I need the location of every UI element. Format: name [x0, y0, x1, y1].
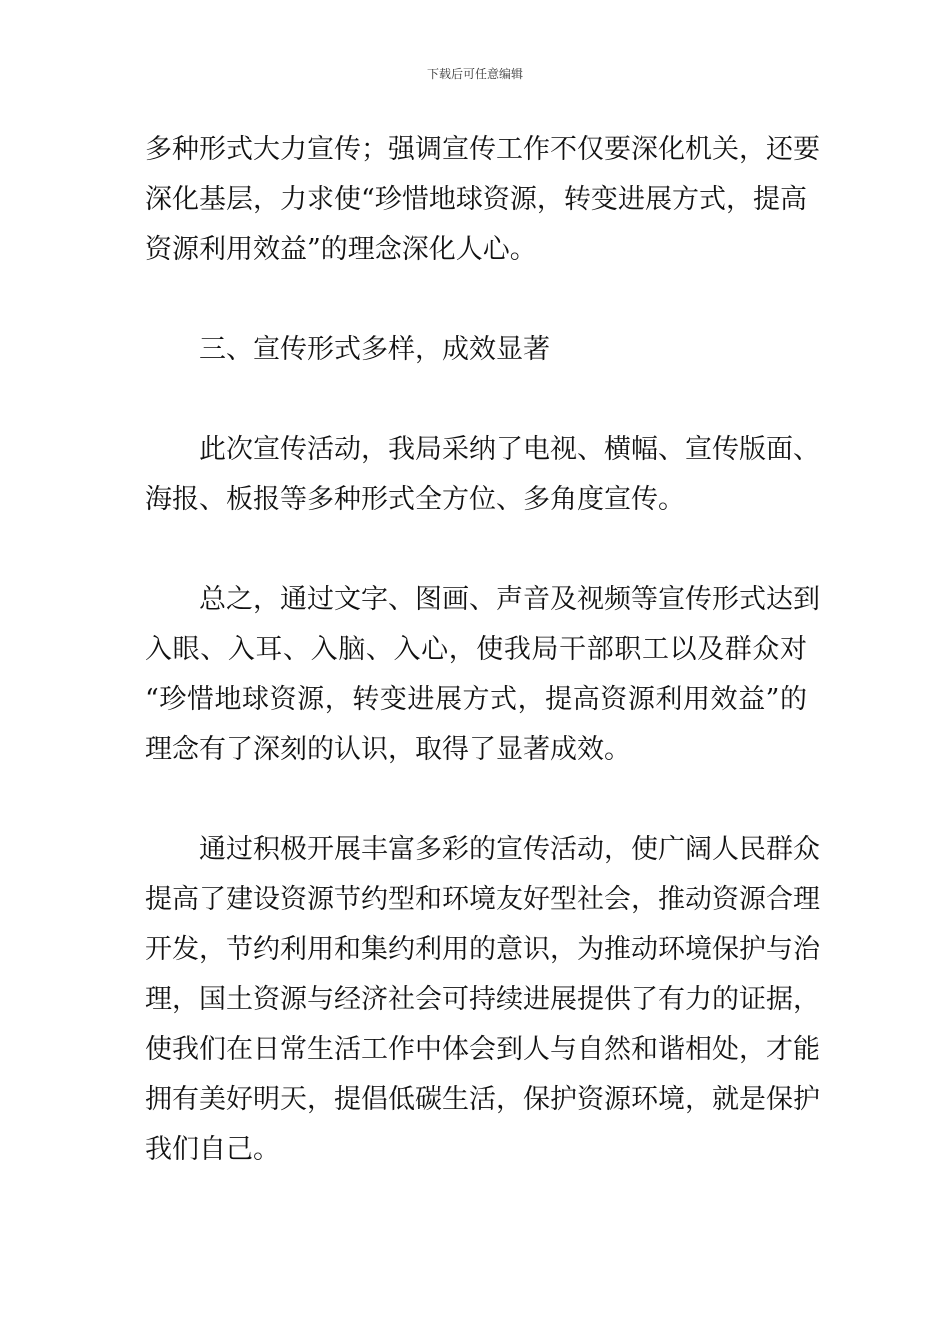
text-line: 通过积极开展丰富多彩的宣传活动，使广阔人民群众: [199, 834, 820, 865]
paragraph-summary: [145, 575, 820, 775]
text-line: 开发，节约利用和集约利用的意识，为推动环境保护与治: [145, 934, 820, 965]
text-line: 使我们在日常生活工作中体会到人与自然和谐相处，才能: [145, 1034, 820, 1065]
paragraph-methods: [145, 425, 820, 525]
paragraph-continuation: [145, 125, 820, 275]
text-line: 总之，通过文字、图画、声音及视频等宣传形式达到: [199, 584, 820, 615]
text-line: 理念有了深刻的认识，取得了显著成效。: [145, 734, 631, 765]
text-line: 入眼、入耳、入脑、入心，使我局干部职工以及群众对: [145, 634, 807, 665]
section-heading-text: 三、宣传形式多样，成效显著: [199, 334, 550, 365]
document-body: [145, 125, 820, 1175]
text-line: “珍惜地球资源，转变进展方式，提高资源利用效益”的: [145, 684, 807, 715]
text-line: 拥有美好明天，提倡低碳生活，保护资源环境，就是保护: [145, 1084, 820, 1115]
paragraph-gap: [145, 375, 807, 425]
text-line: 深化基层，力求使“珍惜地球资源，转变进展方式，提高: [145, 184, 807, 215]
text-line: 海报、板报等多种形式全方位、多角度宣传。: [145, 484, 685, 515]
text-line: 此次宣传活动，我局采纳了电视、横幅、宣传版面、: [199, 434, 820, 465]
text-line: 我们自己。: [145, 1134, 280, 1165]
section-heading: [145, 325, 807, 375]
page-header: 下载后可任意编辑: [426, 67, 523, 81]
text-line: 多种形式大力宣传；强调宣传工作不仅要深化机关，还要: [145, 134, 820, 165]
text-line: 资源利用效益”的理念深化人心。: [145, 234, 537, 265]
paragraph-gap: [145, 275, 807, 325]
paragraph-gap: [145, 525, 807, 575]
paragraph-gap: [145, 775, 807, 825]
text-line: 提高了建设资源节约型和环境友好型社会，推动资源合理: [145, 884, 820, 915]
paragraph-conclusion: [145, 825, 820, 1175]
text-line: 理，国土资源与经济社会可持续进展提供了有力的证据，: [145, 984, 820, 1015]
